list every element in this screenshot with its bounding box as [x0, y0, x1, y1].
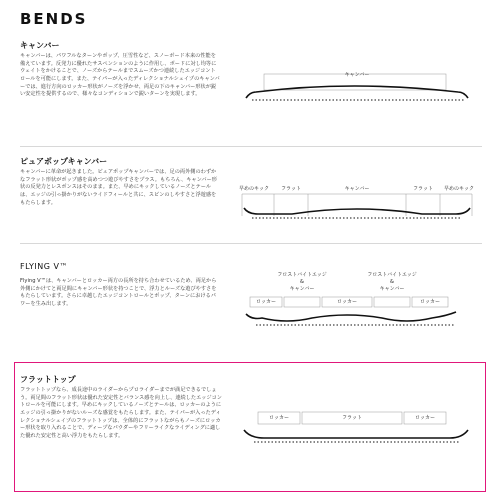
label-early-kick-right: 早めのキック — [444, 186, 474, 192]
label-rocker-right: ロッカー — [415, 415, 435, 421]
label-flat-right: フラット — [413, 186, 433, 192]
label-rocker-left: ロッカー — [269, 415, 289, 421]
label-camber: キャンバー — [344, 72, 370, 78]
flying-v-diagram — [232, 272, 482, 342]
section-title: キャンバー — [20, 41, 60, 50]
label-amp-right: & — [390, 279, 394, 285]
board-profile — [244, 208, 470, 214]
label-early-kick-left: 早めのキック — [239, 186, 269, 192]
page-title: BENDS — [20, 10, 88, 28]
section-description: フラットトップなら、成長途中のライダーからプロライダーまでが満足できるでしょう。両足間のフラット形状は優れた安定性とバランス感を向上し、連続したエッジコントロールを可能にします。早めにキックしているノーズとテールは、ロッカーのようにエッジの引っ掛かりがないルーズな感覚をもたらします。また、テイパーが入ったディレクショナルシェイプのフラットトップは、全体的にフラットながらもノーズにロッカー形状を取り入れることで、ディープなパウダーやフリーライクなライディングに適した優れた安定性と高い浮力をもたらします。 — [20, 387, 222, 440]
section-title: FLYING V™ — [20, 262, 68, 271]
section-divider — [20, 146, 482, 147]
flat-top-profile-graphic — [232, 404, 482, 464]
section-flying-v — [20, 262, 482, 352]
flying-v-profile-graphic — [232, 272, 482, 342]
label-amp-left: & — [300, 279, 304, 285]
section-title: ピュアポップキャンバー — [20, 157, 108, 166]
label-camber-right: キャンバー — [379, 286, 405, 292]
section-flat-top — [20, 374, 482, 486]
section-divider — [20, 243, 482, 244]
flat-top-diagram — [232, 404, 482, 464]
section-pure-pop-camber — [20, 156, 482, 246]
section-title: フラットトップ — [20, 375, 76, 384]
board-profile — [246, 312, 456, 321]
label-flat-left: フラット — [281, 186, 301, 192]
label-camber-left: キャンバー — [289, 286, 315, 292]
board-profile — [246, 86, 468, 98]
pure-pop-camber-diagram — [232, 178, 482, 238]
label-frost-bite-right: フロストバイトエッジ — [367, 272, 417, 278]
section-description: キャンバーに革命が起きました。ピュアポップキャンバーでは、足の両外側のわずかなフラット形状がポップ感を高めつつ遊びやすさをプラス。もちろん、キャンバー形状の反発力とレスポンスはそのまま。また、早めにキックしているノーズとテールは、エッジの引っ掛かりがないライドフィールと共に、スピンのしやすさと浮遊感をもたらします。 — [20, 169, 217, 206]
label-rocker-right: ロッカー — [420, 299, 440, 305]
section-camber — [20, 40, 482, 140]
label-rocker-center: ロッカー — [337, 299, 357, 305]
camber-diagram — [232, 68, 482, 128]
label-camber: キャンバー — [344, 186, 370, 192]
board-profile — [244, 430, 468, 438]
label-flat: フラット — [342, 415, 362, 421]
section-description: Flying V™は、キャンバーとロッカー両方の長所を持ち合わせているため、両足から外側にかけてと両足間にキャンバー形状を持つことで、浮力とルーズな遊びやすさをもたらしています。さらに卓越したエッジコントロールとポップ、ターンにおけるパワーを生み出します。 — [20, 278, 217, 308]
label-rocker-left: ロッカー — [256, 299, 276, 305]
label-frost-bite-left: フロストバイトエッジ — [277, 272, 327, 278]
section-description: キャンバーは、パワフルなターンやポップ、圧雪性など、スノーボード本来の性能を備えています。反発力に優れたサスペンションのように作用し、ボードに対し均等にウェイトをかけることで、ノーズからテールまでスムーズかつ連続したエッジコントロールを可能にします。また、テイパーが入ったディレクショナルシェイプのキャンバーでは、進行方向のロッカー形状がノーズを浮かせ、両足の下のキャンバー形状が鋭い安定性を提供するので、様々なコンディションで鋭いターンを実現します。 — [20, 53, 220, 98]
